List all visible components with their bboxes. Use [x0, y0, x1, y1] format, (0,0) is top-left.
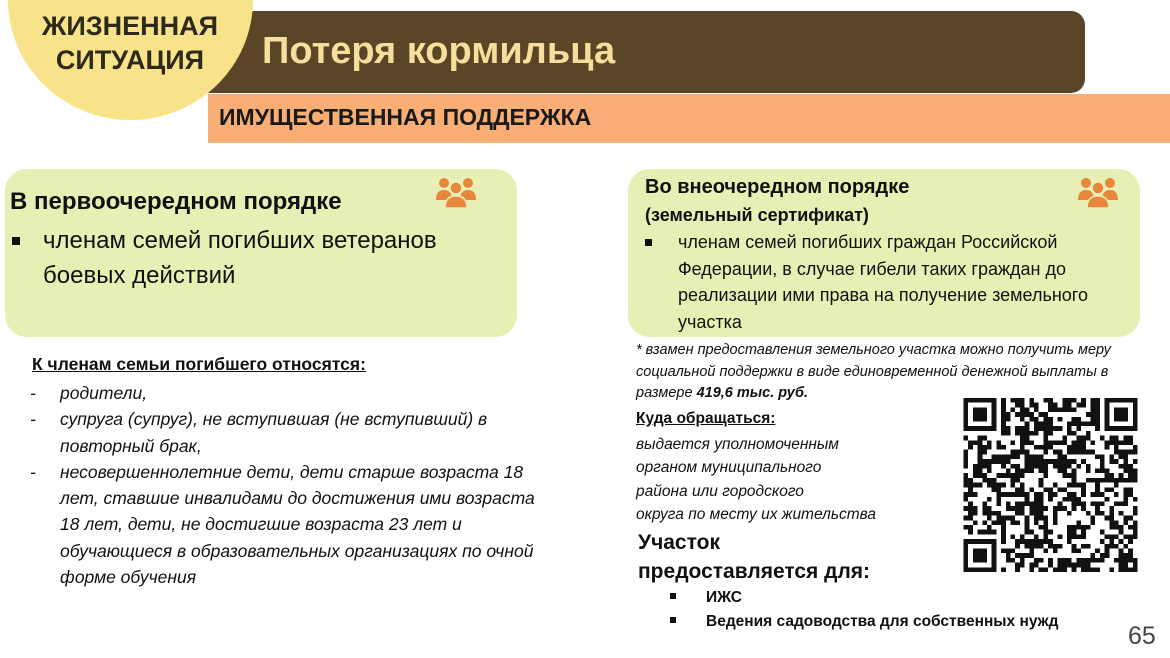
where-title: Куда обращаться:: [636, 410, 776, 427]
bullet-icon: [670, 617, 676, 623]
where-text: [636, 433, 876, 526]
situation-label: [30, 10, 230, 78]
list-item: [645, 229, 1125, 335]
family-title: К членам семьи погибшего относятся:: [32, 354, 366, 374]
extraordinary-heading: Во внеочередном порядке: [645, 176, 910, 198]
extraordinary-subheading: (земельный сертификат): [645, 205, 869, 225]
where-line: района или городского: [636, 482, 804, 500]
bullet-icon: [645, 239, 652, 246]
footnote: [636, 340, 1166, 405]
list-item: [12, 223, 502, 293]
people-group-icon: [435, 175, 477, 209]
list-item-text: супруга (супруг), не вступившая (не вступивший) в повторный брак,: [60, 409, 488, 456]
dash-bullet: -: [30, 461, 36, 482]
situation-line-1: ЖИЗНЕННАЯ: [41, 11, 219, 41]
page-number: 65: [1128, 622, 1156, 650]
family-list: [30, 380, 550, 590]
footnote-text: * взамен предоставления земельного участка можно получить меру социальной поддержки в виде единовременной денежной выплаты в размере: [636, 342, 1111, 401]
payment-amount: 419,6 тыс. руб.: [696, 385, 809, 401]
page-title: Потеря кормильца: [262, 30, 616, 72]
priority-heading: В первоочередном порядке: [10, 188, 342, 215]
list-item-text: родители,: [60, 383, 148, 403]
list-item-text: несовершеннолетние дети, дети старше возраста 18 лет, ставшие инвалидами до достижения ими возраста 18 лет, дети, не достигшие возраста 23 лет и обучающиеся в образовательных организациях по очной форме обучения: [60, 461, 535, 588]
list-item: [670, 610, 1058, 634]
where-line: органом муниципального: [636, 459, 822, 477]
where-line: выдается уполномоченным: [636, 436, 839, 453]
list-item: [30, 459, 550, 590]
situation-line-2: СИТУАЦИЯ: [55, 44, 205, 75]
plot-title: [638, 528, 870, 586]
qr-code-icon[interactable]: [962, 398, 1139, 572]
plot-title-line-2: предоставляется для:: [638, 560, 871, 583]
list-item-text: членам семей погибших граждан Российской Федерации, в случае гибели таких граждан до реализации ими права на получение земельного участка: [678, 232, 1088, 332]
bullet-icon: [670, 593, 676, 599]
list-item: [670, 586, 1058, 610]
subheader-title: ИМУЩЕСТВЕННАЯ ПОДДЕРЖКА: [219, 104, 592, 130]
list-item-text: членам семей погибших ветеранов боевых действий: [43, 227, 437, 289]
extraordinary-list: [645, 229, 1125, 335]
list-item-text: Ведения садоводства для собственных нужд: [706, 613, 1059, 630]
list-item: [30, 380, 550, 406]
plot-title-line-1: Участок: [638, 531, 720, 554]
people-group-icon: [1077, 175, 1119, 209]
bullet-icon: [12, 237, 20, 245]
where-line: округа по месту их жительства: [636, 505, 877, 523]
list-item: [30, 406, 550, 459]
dash-bullet: -: [30, 383, 36, 403]
dash-bullet: -: [30, 409, 36, 430]
priority-list: [12, 223, 502, 293]
plot-purpose-list: [670, 586, 1058, 634]
list-item-text: ИЖС: [706, 589, 742, 606]
